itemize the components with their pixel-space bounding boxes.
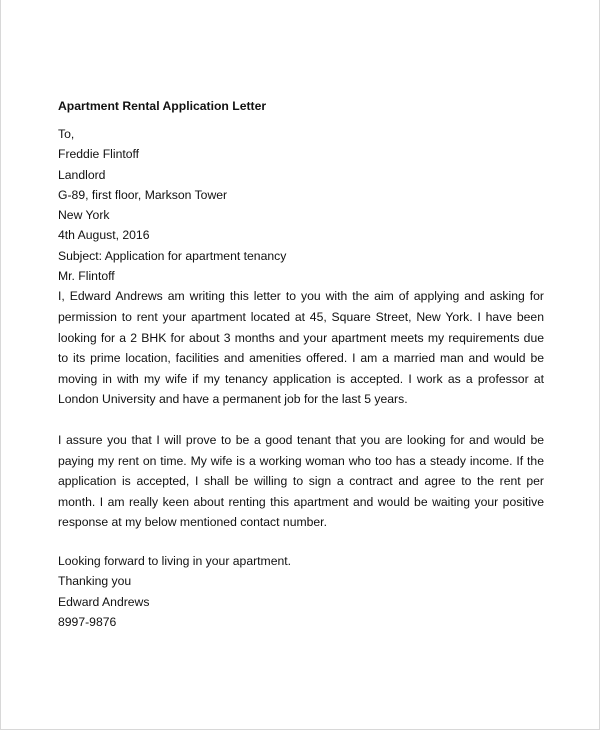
- sender-phone: 8997-9876: [58, 614, 117, 629]
- sign-off: Thanking you: [58, 574, 132, 589]
- greeting: Mr. Flintoff: [58, 269, 115, 284]
- letter-subject: Subject: Application for apartment tenancy: [58, 248, 287, 263]
- recipient-city: New York: [58, 208, 110, 223]
- letter-title: Apartment Rental Application Letter: [58, 99, 267, 113]
- recipient-role: Landlord: [58, 167, 106, 182]
- paragraph-2: I assure you that I will prove to be a good tenant that you are looking for and would be paying my rent on time. My wife is a working woman who too has a steady income. If the application is accepted, I shall be willing to sign a contract and agree to the rent per month. I am really keen about renting this apartment and would be waiting your positive response at my below mentioned contact number.: [58, 432, 544, 530]
- salutation-to: To,: [58, 127, 75, 141]
- recipient-name: Freddie Flintoff: [58, 147, 140, 162]
- closing-line: Looking forward to living in your apartment.: [58, 553, 292, 568]
- address-block: [58, 124, 544, 286]
- sender-name: Edward Andrews: [58, 594, 150, 609]
- letter-body: [58, 96, 544, 632]
- recipient-address: G-89, first floor, Markson Tower: [58, 187, 228, 202]
- closing-block: [58, 551, 544, 632]
- letter-date: 4th August, 2016: [58, 228, 150, 243]
- paragraph-1: I, Edward Andrews am writing this letter to you with the aim of applying and asking for permission to rent your apartment located at 45, Square Street, New York. I have been looking for a 2 BHK for about 3 months and your apartment meets my requirements due to its prime location, facilities and amenities offered. I am a married man and would be moving in with my wife if my tenancy application is accepted. I work as a professor at London University and have a permanent job for the last 5 years.: [58, 289, 544, 407]
